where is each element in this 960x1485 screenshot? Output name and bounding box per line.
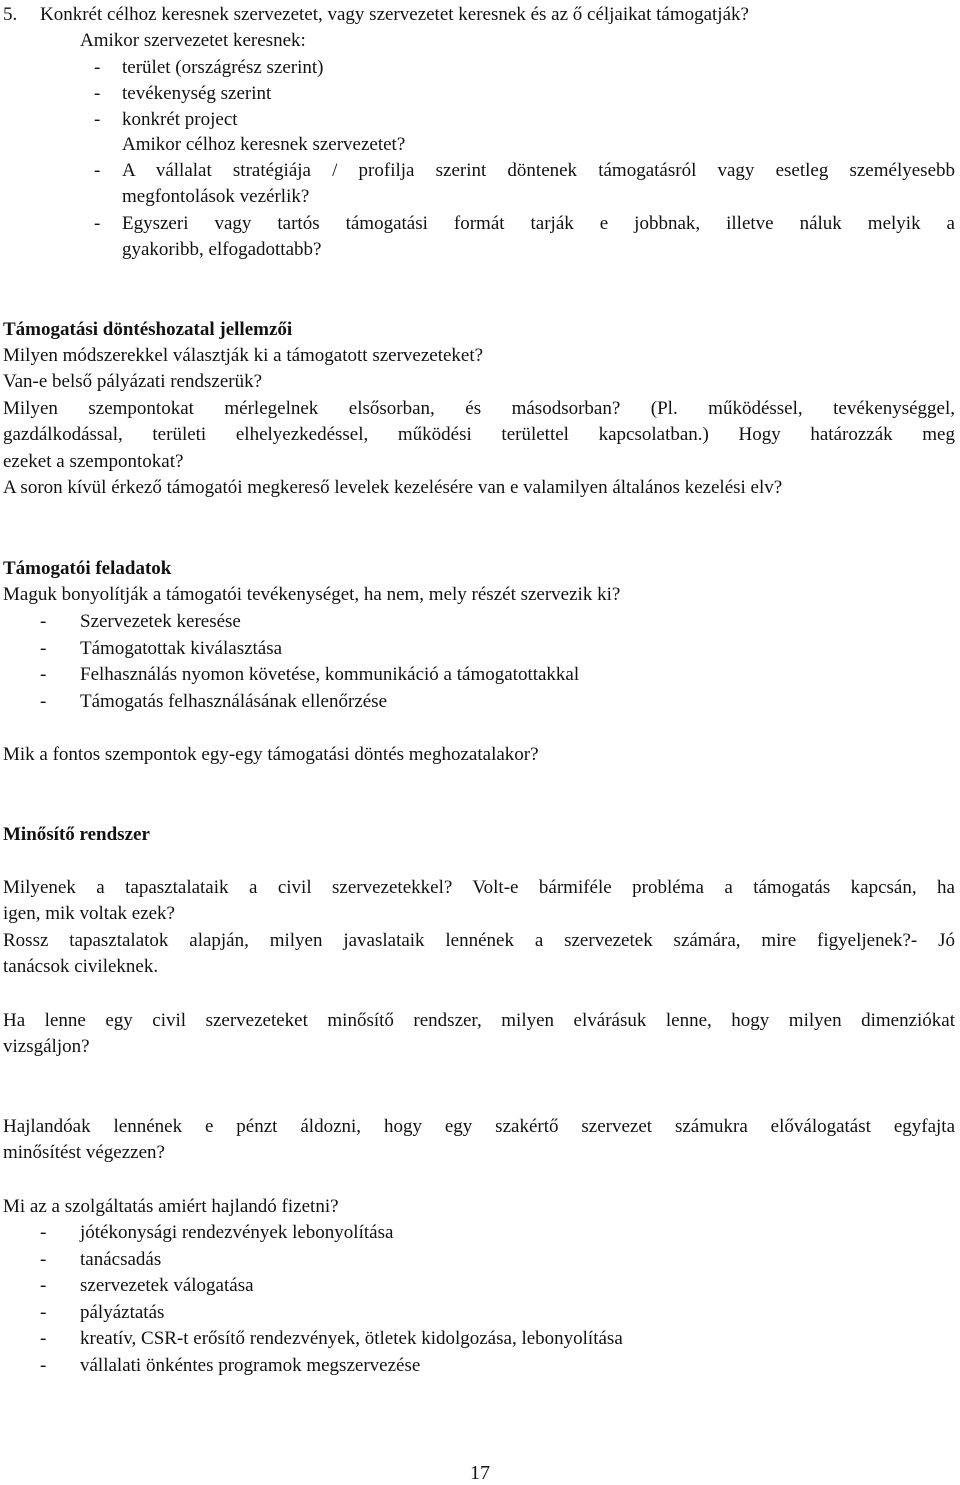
list-item: pályáztatás — [80, 1302, 165, 1323]
intro-question: Konkrét célhoz keresnek szervezetet, vagy szervezetet keresnek és az ő céljaikat támogatják? — [40, 4, 749, 25]
paragraph-line: igen, mik voltak ezek? — [3, 903, 175, 924]
paragraph-line: Van-e belső pályázati rendszerük? — [3, 371, 263, 392]
list-dash: - — [94, 109, 101, 130]
list-item: tanácsadás — [80, 1249, 162, 1270]
paragraph-line: ezeket a szempontokat? — [3, 451, 184, 472]
list-dash: - — [40, 1222, 47, 1243]
list-item: tevékenység szerint — [122, 83, 272, 104]
paragraph-line: A soron kívül érkező támogatói megkereső levelek kezelésére van e valamilyen általános kezelési elv? — [3, 477, 783, 498]
list-item: Felhasználás nyomon követése, kommunikáció a támogatottakkal — [80, 664, 580, 685]
paragraph-line: Maguk bonyolítják a támogatói tevékenységet, ha nem, mely részét szervezik ki? — [3, 584, 621, 605]
paragraph-line: tanácsok civileknek. — [3, 956, 159, 977]
list-item: Szervezetek keresése — [80, 611, 241, 632]
list-dash: - — [94, 160, 101, 181]
paragraph-line: vizsgáljon? — [3, 1036, 90, 1057]
paragraph-line: Milyen szempontokat mérlegelnek elsősorban, és másodsorban? (Pl. működéssel, tevékenységgel, — [3, 398, 955, 419]
search-org-heading: Amikor szervezetet keresnek: — [80, 30, 306, 51]
list-item: Támogatottak kiválasztása — [80, 638, 283, 659]
list-dash: - — [40, 691, 47, 712]
list-dash: - — [94, 83, 101, 104]
paragraph-line: Mi az a szolgáltatás amiért hajlandó fizetni? — [3, 1196, 339, 1217]
paragraph-line: Milyenek a tapasztalataik a civil szervezetekkel? Volt-e bármiféle probléma a támogatás kapcsán, ha — [3, 877, 955, 898]
paragraph-line: Hajlandóak lennének e pénzt áldozni, hogy egy szakértő szervezet számukra előválogatást egyfajta — [3, 1116, 955, 1137]
list-dash: - — [40, 1328, 47, 1349]
list-dash: - — [40, 1249, 47, 1270]
list-dash: - — [40, 664, 47, 685]
item-number: 5. — [3, 4, 18, 25]
goal-item-1-line-2: megfontolások vezérlik? — [122, 186, 310, 207]
list-item: konkrét project — [122, 109, 238, 130]
list-item: jótékonysági rendezvények lebonyolítása — [80, 1222, 394, 1243]
list-item: kreatív, CSR-t erősítő rendezvények, ötletek kidolgozása, lebonyolítása — [80, 1328, 623, 1349]
section-heading-decision: Támogatási döntéshozatal jellemzői — [3, 319, 293, 340]
paragraph-line: minősítést végezzen? — [3, 1142, 165, 1163]
list-dash: - — [40, 1355, 47, 1376]
list-item: terület (országrész szerint) — [122, 57, 324, 78]
section-heading-tasks: Támogatói feladatok — [3, 558, 172, 579]
list-dash: - — [94, 213, 101, 234]
goal-item-1-line-1: A vállalat stratégiája / profilja szerint döntenek támogatásról vagy esetleg személyesebb — [122, 160, 955, 181]
list-item: szervezetek válogatása — [80, 1275, 254, 1296]
paragraph-line: Ha lenne egy civil szervezeteket minősítő rendszer, milyen elvárásuk lenne, hogy milyen dimenziókat — [3, 1010, 955, 1031]
list-item: vállalati önkéntes programok megszervezése — [80, 1355, 421, 1376]
section-heading-rating: Minősítő rendszer — [3, 824, 150, 845]
paragraph-line: gazdálkodással, területi elhelyezkedéssel, működési területtel kapcsolatban.) Hogy határozzák meg — [3, 424, 955, 445]
list-item: Támogatás felhasználásának ellenőrzése — [80, 691, 388, 712]
paragraph-line: Rossz tapasztalatok alapján, milyen javaslataik lennének a szervezetek számára, mire figyeljenek?- Jó — [3, 930, 955, 951]
goal-item-2-line-2: gyakoribb, elfogadottabb? — [122, 239, 322, 260]
search-goal-heading: Amikor célhoz keresnek szervezetet? — [122, 134, 406, 155]
page-number: 17 — [470, 1462, 490, 1484]
paragraph-line: Mik a fontos szempontok egy-egy támogatási döntés meghozatalakor? — [3, 744, 539, 765]
list-dash: - — [40, 1302, 47, 1323]
goal-item-2-line-1: Egyszeri vagy tartós támogatási formát tarják e jobbnak, illetve náluk melyik a — [122, 213, 955, 234]
paragraph-line: Milyen módszerekkel választják ki a támogatott szervezeteket? — [3, 345, 484, 366]
list-dash: - — [94, 57, 101, 78]
list-dash: - — [40, 638, 47, 659]
list-dash: - — [40, 611, 47, 632]
list-dash: - — [40, 1275, 47, 1296]
